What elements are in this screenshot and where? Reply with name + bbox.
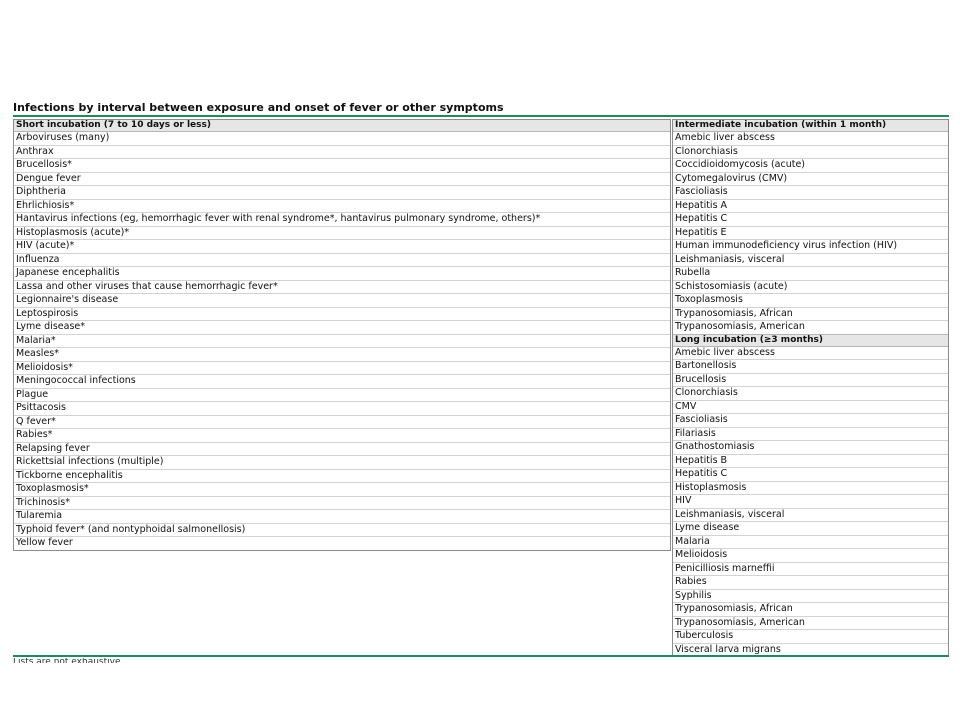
list-item: Hepatitis C xyxy=(673,468,948,482)
list-item: Tickborne encephalitis xyxy=(14,470,670,484)
list-item: Toxoplasmosis* xyxy=(14,483,670,497)
list-item: Ehrlichiosis* xyxy=(14,200,670,214)
bottom-rule xyxy=(13,655,949,657)
list-item: Yellow fever xyxy=(16,537,73,548)
list-item: Japanese encephalitis xyxy=(14,267,670,281)
list-item: Malaria xyxy=(673,536,948,550)
list-item: Lyme disease xyxy=(673,522,948,536)
list-item: Relapsing fever xyxy=(14,443,670,457)
list-item: Trypanosomiasis, American xyxy=(675,321,805,332)
list-item: Trypanosomiasis, African xyxy=(673,308,948,322)
long-incubation-header: Long incubation (≥3 months) xyxy=(673,334,948,347)
list-item: Fascioliasis xyxy=(673,186,948,200)
list-item: Hepatitis E xyxy=(673,227,948,241)
short-incubation-header: Short incubation (7 to 10 days or less) xyxy=(14,120,670,132)
list-item: Human immunodeficiency virus infection (HIV) xyxy=(673,240,948,254)
list-item: Lassa and other viruses that cause hemorrhagic fever* xyxy=(14,281,670,295)
list-item: Gnathostomiasis xyxy=(673,441,948,455)
footnote: Lists are not exhaustive. xyxy=(13,658,124,663)
list-item: Plague xyxy=(14,389,670,403)
list-item: Typhoid fever* (and nontyphoidal salmonellosis) xyxy=(14,524,670,538)
intermediate-long-column xyxy=(672,119,949,657)
list-item: Fascioliasis xyxy=(673,414,948,428)
list-item: Trichinosis* xyxy=(14,497,670,511)
list-item: Clonorchiasis xyxy=(673,146,948,160)
list-item: Amebic liver abscess xyxy=(673,347,948,361)
list-item: CMV xyxy=(673,401,948,415)
list-item: Syphilis xyxy=(673,590,948,604)
list-item: Meningococcal infections xyxy=(14,375,670,389)
short-incubation-list xyxy=(14,132,670,550)
list-item: Lyme disease* xyxy=(14,321,670,335)
list-item: Rickettsial infections (multiple) xyxy=(14,456,670,470)
list-item: Cytomegalovirus (CMV) xyxy=(673,173,948,187)
intermediate-incubation-header: Intermediate incubation (within 1 month) xyxy=(673,120,948,132)
list-item: Brucellosis* xyxy=(14,159,670,173)
list-item: Melioidosis* xyxy=(14,362,670,376)
list-item: Trypanosomiasis, African xyxy=(673,603,948,617)
list-item: Bartonellosis xyxy=(673,360,948,374)
list-item: Schistosomiasis (acute) xyxy=(673,281,948,295)
list-item: Toxoplasmosis xyxy=(673,294,948,308)
table-columns xyxy=(13,117,949,657)
intermediate-incubation-list xyxy=(673,132,948,334)
list-item: Rubella xyxy=(673,267,948,281)
list-item: Hepatitis C xyxy=(673,213,948,227)
list-item: Rabies* xyxy=(14,429,670,443)
list-item: Penicilliosis marneffii xyxy=(673,563,948,577)
list-item: Rabies xyxy=(673,576,948,590)
list-item: Influenza xyxy=(14,254,670,268)
list-item: Amebic liver abscess xyxy=(673,132,948,146)
list-item: Legionnaire's disease xyxy=(14,294,670,308)
list-item: Q fever* xyxy=(14,416,670,430)
list-item: Visceral larva migrans xyxy=(675,643,781,655)
list-item: Hepatitis A xyxy=(673,200,948,214)
list-item: Leishmaniasis, visceral xyxy=(673,509,948,523)
list-item: Measles* xyxy=(14,348,670,362)
list-item: Trypanosomiasis, American xyxy=(673,617,948,631)
list-item: Diphtheria xyxy=(14,186,670,200)
table-title: Infections by interval between exposure and onset of fever or other symptoms xyxy=(13,101,504,114)
incubation-table xyxy=(13,101,949,657)
list-item: Leptospirosis xyxy=(14,308,670,322)
list-item: Leishmaniasis, visceral xyxy=(673,254,948,268)
long-incubation-list xyxy=(673,347,948,657)
short-incubation-column xyxy=(13,119,671,551)
list-item: HIV xyxy=(673,495,948,509)
list-item: Malaria* xyxy=(14,335,670,349)
list-item: Filariasis xyxy=(673,428,948,442)
list-item: Melioidosis xyxy=(673,549,948,563)
list-item: Brucellosis xyxy=(673,374,948,388)
list-item: Tuberculosis xyxy=(673,630,948,644)
list-item: Coccidioidomycosis (acute) xyxy=(673,159,948,173)
list-item: Arboviruses (many) xyxy=(14,132,670,146)
list-item: Histoplasmosis (acute)* xyxy=(14,227,670,241)
list-item: Anthrax xyxy=(14,146,670,160)
list-item: Histoplasmosis xyxy=(673,482,948,496)
list-item: Hantavirus infections (eg, hemorrhagic fever with renal syndrome*, hantavirus pulmonary syndrome, others)* xyxy=(14,213,670,227)
list-item: Psittacosis xyxy=(14,402,670,416)
list-item: Dengue fever xyxy=(14,173,670,187)
list-item: Tularemia xyxy=(14,510,670,524)
list-item: HIV (acute)* xyxy=(14,240,670,254)
list-item: Hepatitis B xyxy=(673,455,948,469)
list-item: Clonorchiasis xyxy=(673,387,948,401)
